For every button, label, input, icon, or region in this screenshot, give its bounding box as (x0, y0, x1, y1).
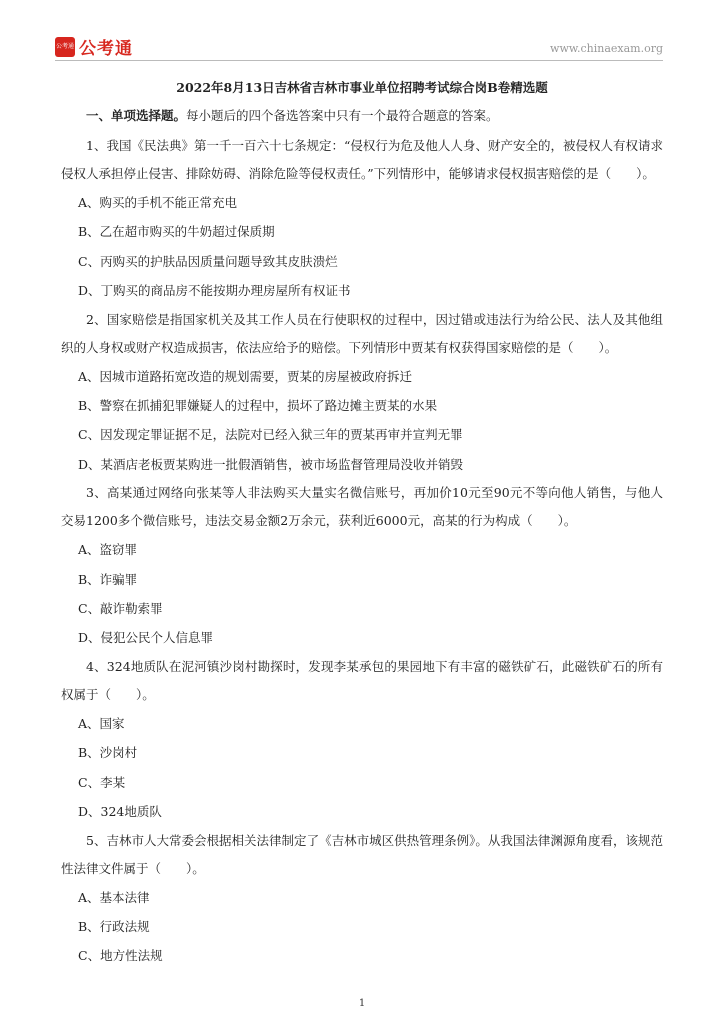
answer-option: C、地方性法规 (78, 948, 163, 964)
answer-option: A、国家 (78, 715, 125, 731)
answer-option: C、李某 (78, 774, 126, 790)
answer-option: B、行政法规 (78, 918, 150, 934)
answer-option: A、盗窃罪 (78, 542, 138, 558)
document-body (61, 78, 663, 971)
answer-option: D、丁购买的商品房不能按期办理房屋所有权证书 (78, 283, 351, 299)
answer-option: C、丙购买的护肤品因质量问题导致其皮肤溃烂 (78, 253, 338, 269)
question-1 (61, 132, 663, 306)
question-stem: 4、324地质队在泥河镇沙岗村勘探时，发现李某承包的果园地下有丰富的磁铁矿石，此磁铁矿石的所有权属于（ ）。 (61, 658, 663, 702)
question-stem: 3、高某通过网络向张某等人非法购买大量实名微信账号，再加价10元至90元不等向他人销售，与他人交易1200多个微信账号，违法交易金额2万余元，获利近6000元，高某的行为构成（ ）。 (61, 485, 663, 529)
answer-option: A、基本法律 (78, 889, 150, 905)
answer-option: A、因城市道路拓宽改造的规划需要，贾某的房屋被政府拆迁 (78, 368, 413, 384)
document-title: 2022年8月13日吉林省吉林市事业单位招聘考试综合岗B卷精选题 (176, 80, 548, 95)
question-4 (61, 653, 663, 827)
answer-option: B、沙岗村 (78, 745, 138, 761)
answer-option: A、购买的手机不能正常充电 (78, 195, 238, 210)
answer-option: B、诈骗罪 (78, 571, 138, 587)
brand-logo (55, 34, 133, 59)
question-3 (61, 479, 663, 653)
answer-option: B、乙在超市购买的牛奶超过保质期 (78, 224, 275, 240)
header-divider (55, 60, 663, 61)
answer-option: C、因发现定罪证据不足，法院对已经入狱三年的贾某再审并宣判无罪 (78, 427, 463, 443)
page-header (55, 34, 663, 58)
question-stem: 2、国家赔偿是指国家机关及其工作人员在行使职权的过程中，因过错或违法行为给公民、法人及其他组织的人身权或财产权造成损害，依法应给予的赔偿。下列情形中贾某有权获得国家赔偿的是（ ）。 (61, 311, 663, 355)
answer-option: D、某酒店老板贾某购进一批假酒销售，被市场监督管理局没收并销毁 (78, 456, 464, 472)
question-5 (61, 827, 663, 971)
question-2 (61, 306, 663, 480)
question-stem: 1、我国《民法典》第一千一百六十七条规定：“侵权行为危及他人人身、财产安全的，被侵权人有权请求侵权人承担停止侵害、排除妨碍、消除危险等侵权责任。”下列情形中，能够请求侵权损害赔偿的是（ ）。 (61, 138, 663, 181)
answer-option: B、警察在抓捕犯罪嫌疑人的过程中，损坏了路边摊主贾某的水果 (78, 398, 438, 414)
section-title: 一、单项选择题。 (86, 108, 187, 123)
site-url[interactable]: www.chinaexam.org (550, 42, 663, 55)
answer-option: D、324地质队 (78, 804, 162, 820)
question-stem: 5、吉林市人大常委会根据相关法律制定了《吉林市城区供热管理条例》。从我国法律渊源角度看，该规范性法律文件属于（ ）。 (61, 832, 663, 876)
answer-option: C、敲诈勒索罪 (78, 601, 163, 617)
section-note: 每小题后的四个备选答案中只有一个最符合题意的答案。 (186, 108, 499, 123)
logo-badge-icon: 公考通 (55, 37, 75, 57)
answer-option: D、侵犯公民个人信息罪 (78, 630, 214, 646)
section-heading (61, 106, 663, 126)
page-number: 1 (358, 998, 366, 1009)
logo-text: 公考通 (79, 39, 133, 59)
